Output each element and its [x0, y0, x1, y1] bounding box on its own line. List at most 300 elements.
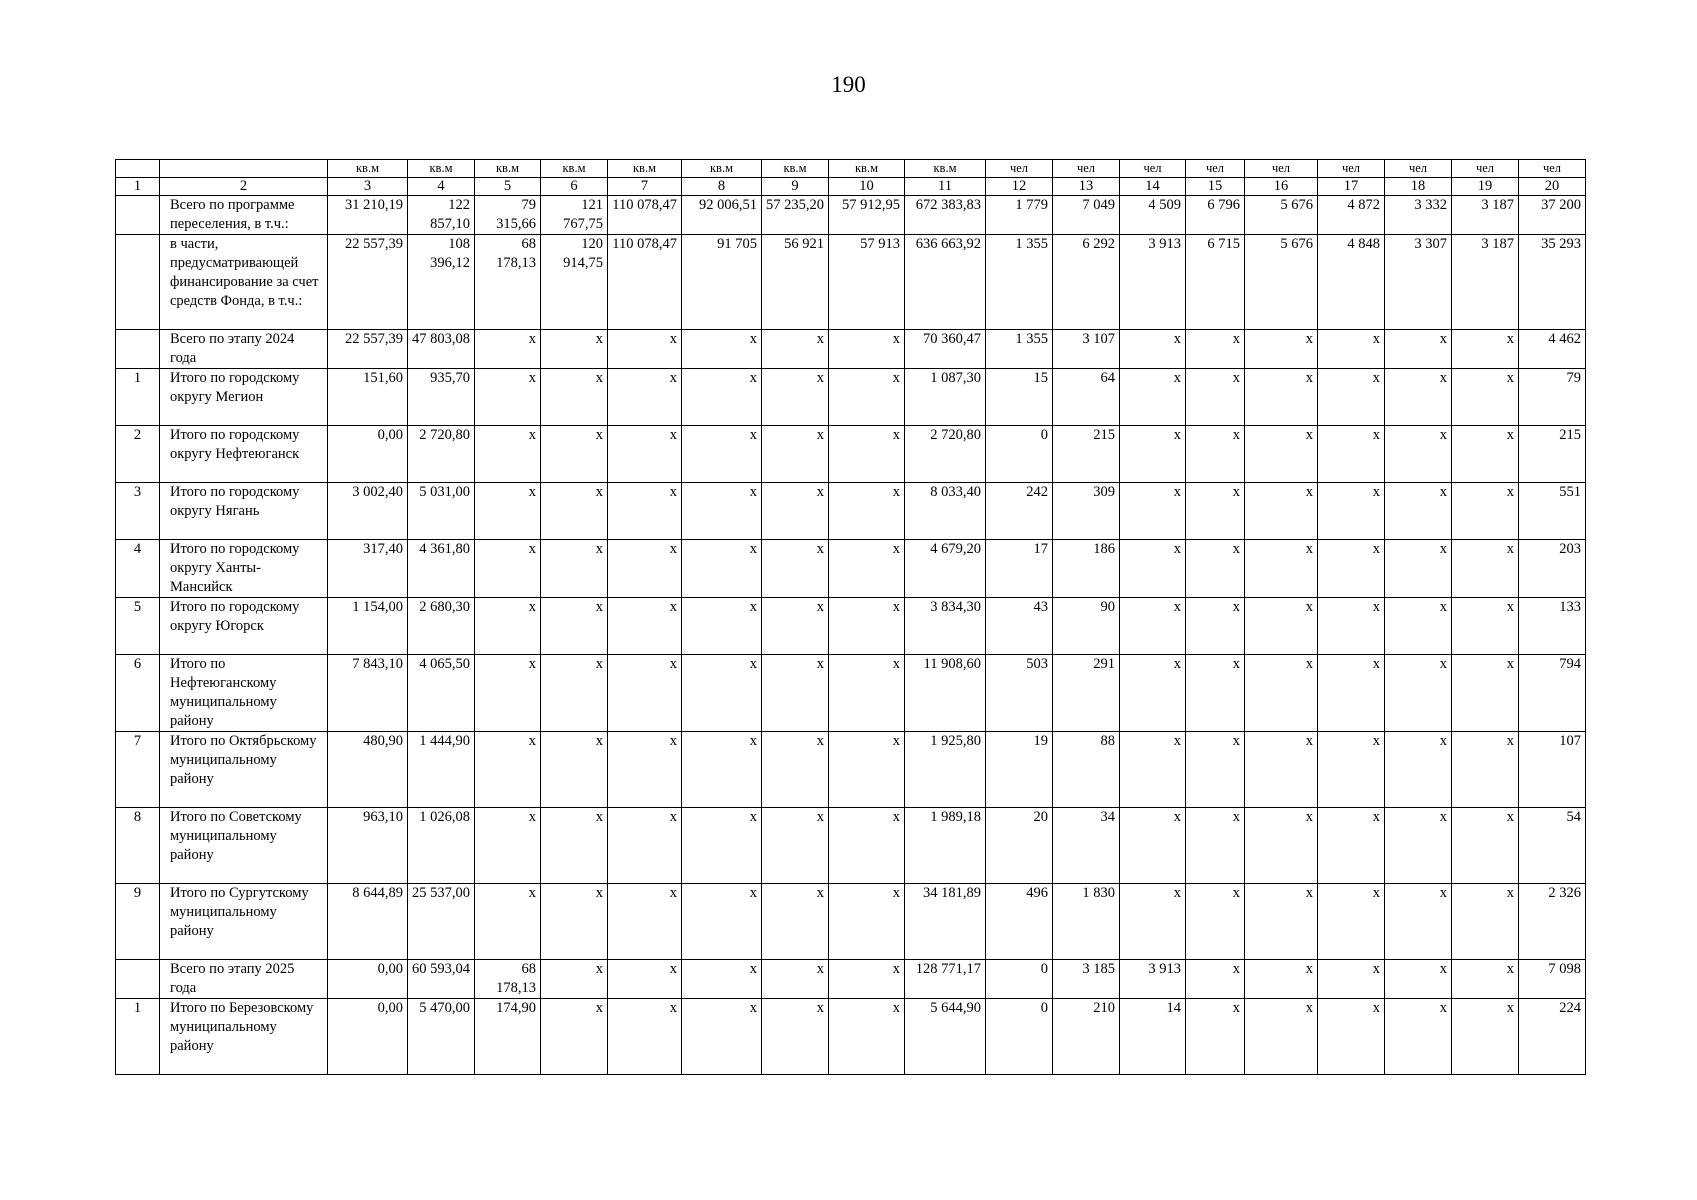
- table-cell: 4 509: [1120, 196, 1186, 235]
- table-cell: 8 644,89: [328, 884, 408, 960]
- table-cell: x: [1120, 330, 1186, 369]
- table-cell: 6: [116, 655, 160, 732]
- table-cell: x: [475, 483, 541, 540]
- table-cell: 3 187: [1452, 235, 1519, 330]
- table-cell: x: [541, 999, 608, 1075]
- table-cell: 5 676: [1245, 235, 1318, 330]
- table-cell: кв.м: [608, 160, 682, 178]
- table-cell: 34: [1053, 808, 1120, 884]
- table-cell: чел: [1452, 160, 1519, 178]
- table-cell: Итого по городскому округу Нягань: [160, 483, 328, 540]
- table-cell: x: [1318, 426, 1385, 483]
- table-cell: x: [1385, 330, 1452, 369]
- table-cell: 22 557,39: [328, 235, 408, 330]
- table-cell: x: [762, 483, 829, 540]
- table-cell: 108 396,12: [408, 235, 475, 330]
- column-number-row: [116, 178, 1586, 196]
- table-cell: 20: [1519, 178, 1586, 196]
- table-cell: Итого по Сургутскому муниципальному району: [160, 884, 328, 960]
- table-cell: x: [1318, 884, 1385, 960]
- table-cell: 60 593,04: [408, 960, 475, 999]
- table-cell: 4 065,50: [408, 655, 475, 732]
- table-cell: 3 187: [1452, 196, 1519, 235]
- table-cell: x: [1245, 732, 1318, 808]
- table-cell: 1 989,18: [905, 808, 986, 884]
- table-cell: [116, 160, 160, 178]
- table-cell: 17: [1318, 178, 1385, 196]
- table-cell: x: [1186, 483, 1245, 540]
- table-cell: [116, 196, 160, 235]
- table-cell: x: [1120, 808, 1186, 884]
- table-cell: 8: [682, 178, 762, 196]
- table-cell: x: [1385, 960, 1452, 999]
- table-cell: x: [1452, 330, 1519, 369]
- table-cell: 7: [608, 178, 682, 196]
- table-cell: 11: [905, 178, 986, 196]
- table-row: [116, 426, 1586, 483]
- table-cell: 35 293: [1519, 235, 1586, 330]
- table-cell: x: [829, 598, 905, 655]
- table-row: [116, 369, 1586, 426]
- table-cell: Итого по Советскому муниципальному району: [160, 808, 328, 884]
- table-cell: [160, 160, 328, 178]
- table-cell: [116, 330, 160, 369]
- table-cell: x: [1120, 426, 1186, 483]
- table-cell: x: [1452, 732, 1519, 808]
- table-cell: 496: [986, 884, 1053, 960]
- table-cell: x: [475, 598, 541, 655]
- table-cell: 120 914,75: [541, 235, 608, 330]
- table-cell: x: [1186, 540, 1245, 598]
- page-number: 190: [831, 72, 866, 97]
- table-cell: x: [1120, 655, 1186, 732]
- table-cell: чел: [1120, 160, 1186, 178]
- table-cell: 1: [116, 999, 160, 1075]
- table-cell: в части, предусматривающей финансирование за счет средств Фонда, в т.ч.:: [160, 235, 328, 330]
- table-cell: 88: [1053, 732, 1120, 808]
- table-cell: x: [682, 655, 762, 732]
- table-cell: x: [1186, 598, 1245, 655]
- table-cell: 18: [1385, 178, 1452, 196]
- table-cell: 0,00: [328, 999, 408, 1075]
- table-cell: x: [1385, 426, 1452, 483]
- table-cell: x: [475, 426, 541, 483]
- table-cell: 963,10: [328, 808, 408, 884]
- table-cell: x: [541, 808, 608, 884]
- table-cell: Итого по Березовскому муниципальному району: [160, 999, 328, 1075]
- table-cell: 3 002,40: [328, 483, 408, 540]
- table-cell: x: [475, 330, 541, 369]
- table-cell: 122 857,10: [408, 196, 475, 235]
- table-cell: чел: [1318, 160, 1385, 178]
- table-cell: x: [1186, 732, 1245, 808]
- table-cell: x: [1452, 483, 1519, 540]
- table-cell: x: [829, 808, 905, 884]
- table-cell: 8 033,40: [905, 483, 986, 540]
- table-cell: x: [829, 732, 905, 808]
- table-cell: x: [1385, 598, 1452, 655]
- table-cell: x: [682, 369, 762, 426]
- table-cell: x: [608, 732, 682, 808]
- table-cell: 5: [475, 178, 541, 196]
- table-cell: 20: [986, 808, 1053, 884]
- table-cell: x: [1318, 598, 1385, 655]
- table-cell: x: [608, 884, 682, 960]
- table-row: [116, 540, 1586, 598]
- table-cell: Итого по Октябрьскому муниципальному району: [160, 732, 328, 808]
- table-cell: кв.м: [682, 160, 762, 178]
- table-cell: x: [1452, 808, 1519, 884]
- table-cell: x: [1452, 426, 1519, 483]
- table-cell: 6: [541, 178, 608, 196]
- table-cell: Всего по этапу 2024 года: [160, 330, 328, 369]
- table-cell: 6 796: [1186, 196, 1245, 235]
- table-cell: кв.м: [475, 160, 541, 178]
- table-cell: x: [1452, 960, 1519, 999]
- table-cell: 2: [160, 178, 328, 196]
- table-cell: 1 444,90: [408, 732, 475, 808]
- table-cell: 5: [116, 598, 160, 655]
- table-cell: 90: [1053, 598, 1120, 655]
- table-cell: 7 049: [1053, 196, 1120, 235]
- table-cell: 91 705: [682, 235, 762, 330]
- table-cell: x: [1245, 960, 1318, 999]
- table-cell: x: [608, 808, 682, 884]
- table-cell: 210: [1053, 999, 1120, 1075]
- table-cell: 5 031,00: [408, 483, 475, 540]
- table-cell: x: [1120, 598, 1186, 655]
- table-cell: Итого по Нефтеюганскому муниципальному району: [160, 655, 328, 732]
- table-cell: x: [1245, 483, 1318, 540]
- table-cell: x: [541, 330, 608, 369]
- table-cell: x: [829, 999, 905, 1075]
- table-cell: x: [762, 598, 829, 655]
- table-cell: 7 098: [1519, 960, 1586, 999]
- table-cell: x: [682, 330, 762, 369]
- table-cell: 1 026,08: [408, 808, 475, 884]
- table-cell: x: [541, 960, 608, 999]
- table-cell: x: [762, 732, 829, 808]
- table-cell: 5 644,90: [905, 999, 986, 1075]
- table-cell: x: [475, 808, 541, 884]
- table-cell: 3 913: [1120, 960, 1186, 999]
- table-cell: 1: [116, 178, 160, 196]
- resettlement-table: [115, 159, 1586, 1075]
- table-cell: 79 315,66: [475, 196, 541, 235]
- table-cell: x: [829, 483, 905, 540]
- table-cell: x: [1452, 655, 1519, 732]
- table-row: [116, 999, 1586, 1075]
- table-cell: 1 830: [1053, 884, 1120, 960]
- table-cell: x: [475, 884, 541, 960]
- table-row: [116, 330, 1586, 369]
- table-cell: x: [1245, 655, 1318, 732]
- table-cell: x: [608, 330, 682, 369]
- table-cell: x: [1245, 426, 1318, 483]
- table-cell: 17: [986, 540, 1053, 598]
- table-cell: 14: [1120, 178, 1186, 196]
- table-cell: 2 720,80: [408, 426, 475, 483]
- table-cell: x: [1186, 884, 1245, 960]
- table-cell: 2: [116, 426, 160, 483]
- table-cell: чел: [1245, 160, 1318, 178]
- table-cell: x: [1452, 999, 1519, 1075]
- table-cell: x: [1186, 655, 1245, 732]
- table-cell: 3 834,30: [905, 598, 986, 655]
- table-cell: кв.м: [408, 160, 475, 178]
- table-cell: x: [829, 540, 905, 598]
- table-cell: 34 181,89: [905, 884, 986, 960]
- table-cell: 5 470,00: [408, 999, 475, 1075]
- table-cell: Итого по городскому округу Нефтеюганск: [160, 426, 328, 483]
- table-cell: x: [608, 598, 682, 655]
- table-cell: x: [682, 732, 762, 808]
- table-cell: кв.м: [829, 160, 905, 178]
- table-cell: 4 462: [1519, 330, 1586, 369]
- table-cell: чел: [1519, 160, 1586, 178]
- table-cell: x: [475, 655, 541, 732]
- table-cell: 19: [986, 732, 1053, 808]
- table-cell: 3 332: [1385, 196, 1452, 235]
- table-cell: 1 154,00: [328, 598, 408, 655]
- table-cell: 4: [116, 540, 160, 598]
- table-cell: x: [682, 540, 762, 598]
- table-cell: 215: [1519, 426, 1586, 483]
- table-cell: 10: [829, 178, 905, 196]
- table-cell: кв.м: [541, 160, 608, 178]
- table-cell: 133: [1519, 598, 1586, 655]
- table-cell: 551: [1519, 483, 1586, 540]
- table-cell: 54: [1519, 808, 1586, 884]
- table-cell: 57 912,95: [829, 196, 905, 235]
- table-cell: x: [1186, 369, 1245, 426]
- table-cell: x: [1245, 330, 1318, 369]
- table-cell: 8: [116, 808, 160, 884]
- table-cell: x: [829, 655, 905, 732]
- table-cell: x: [682, 960, 762, 999]
- table-row: [116, 483, 1586, 540]
- table-cell: x: [1385, 655, 1452, 732]
- table-cell: x: [541, 540, 608, 598]
- table-cell: x: [762, 369, 829, 426]
- table-cell: x: [541, 598, 608, 655]
- table-cell: x: [1385, 808, 1452, 884]
- table-cell: 4 679,20: [905, 540, 986, 598]
- table-cell: 56 921: [762, 235, 829, 330]
- table-cell: x: [1318, 483, 1385, 540]
- table-cell: 43: [986, 598, 1053, 655]
- table-cell: x: [1186, 808, 1245, 884]
- table-cell: x: [762, 540, 829, 598]
- table-cell: 4: [408, 178, 475, 196]
- table-body: [116, 160, 1586, 1075]
- table-cell: 22 557,39: [328, 330, 408, 369]
- table-cell: 5 676: [1245, 196, 1318, 235]
- table-cell: 203: [1519, 540, 1586, 598]
- table-cell: x: [1245, 540, 1318, 598]
- table-cell: x: [1452, 540, 1519, 598]
- table-cell: 15: [1186, 178, 1245, 196]
- table-cell: 0: [986, 999, 1053, 1075]
- table-cell: кв.м: [762, 160, 829, 178]
- table-cell: x: [1318, 732, 1385, 808]
- table-cell: 0: [986, 960, 1053, 999]
- table-cell: 128 771,17: [905, 960, 986, 999]
- table-cell: 2 720,80: [905, 426, 986, 483]
- table-cell: x: [608, 655, 682, 732]
- table-cell: 242: [986, 483, 1053, 540]
- table-cell: x: [1120, 540, 1186, 598]
- table-cell: x: [829, 369, 905, 426]
- table-cell: 317,40: [328, 540, 408, 598]
- table-cell: чел: [1186, 160, 1245, 178]
- table-cell: x: [608, 369, 682, 426]
- table-cell: x: [608, 960, 682, 999]
- table-cell: 636 663,92: [905, 235, 986, 330]
- table-cell: 151,60: [328, 369, 408, 426]
- table-cell: x: [1385, 999, 1452, 1075]
- table-cell: 57 235,20: [762, 196, 829, 235]
- table-cell: x: [541, 426, 608, 483]
- table-cell: x: [1452, 369, 1519, 426]
- table-cell: 6 292: [1053, 235, 1120, 330]
- table-cell: x: [1318, 369, 1385, 426]
- table-cell: 3: [328, 178, 408, 196]
- table-cell: 57 913: [829, 235, 905, 330]
- table-cell: 9: [762, 178, 829, 196]
- table-cell: x: [1245, 598, 1318, 655]
- table-cell: 3 107: [1053, 330, 1120, 369]
- table-cell: x: [1385, 884, 1452, 960]
- table-row: [116, 655, 1586, 732]
- table-row: [116, 884, 1586, 960]
- table-cell: Итого по городскому округу Мегион: [160, 369, 328, 426]
- table-cell: 3 185: [1053, 960, 1120, 999]
- table-cell: x: [608, 999, 682, 1075]
- table-cell: x: [475, 540, 541, 598]
- table-cell: x: [682, 808, 762, 884]
- table-cell: 16: [1245, 178, 1318, 196]
- table-cell: x: [1385, 732, 1452, 808]
- table-cell: x: [1318, 655, 1385, 732]
- table-cell: 224: [1519, 999, 1586, 1075]
- table-cell: 92 006,51: [682, 196, 762, 235]
- table-cell: x: [1186, 999, 1245, 1075]
- table-cell: [116, 235, 160, 330]
- table-cell: кв.м: [328, 160, 408, 178]
- table-cell: x: [682, 598, 762, 655]
- table-cell: 68 178,13: [475, 235, 541, 330]
- table-cell: x: [1318, 999, 1385, 1075]
- table-cell: чел: [1385, 160, 1452, 178]
- table-cell: x: [475, 369, 541, 426]
- table-cell: x: [682, 884, 762, 960]
- table-cell: 70 360,47: [905, 330, 986, 369]
- table-cell: 15: [986, 369, 1053, 426]
- table-cell: x: [829, 960, 905, 999]
- table-cell: 47 803,08: [408, 330, 475, 369]
- table-cell: 174,90: [475, 999, 541, 1075]
- table-cell: 1 087,30: [905, 369, 986, 426]
- table-cell: x: [1245, 884, 1318, 960]
- table-cell: x: [608, 426, 682, 483]
- table-row: [116, 960, 1586, 999]
- table-cell: 4 361,80: [408, 540, 475, 598]
- table-cell: x: [762, 330, 829, 369]
- table-cell: 215: [1053, 426, 1120, 483]
- table-cell: 79: [1519, 369, 1586, 426]
- table-cell: 3 307: [1385, 235, 1452, 330]
- table-cell: x: [1120, 732, 1186, 808]
- table-cell: Всего по программе переселения, в т.ч.:: [160, 196, 328, 235]
- table-cell: Итого по городскому округу Ханты-Мансийск: [160, 540, 328, 598]
- table-cell: 794: [1519, 655, 1586, 732]
- table-row: [116, 732, 1586, 808]
- table-cell: 7 843,10: [328, 655, 408, 732]
- table-cell: x: [1186, 330, 1245, 369]
- table-cell: x: [608, 483, 682, 540]
- table-cell: чел: [1053, 160, 1120, 178]
- table-cell: x: [762, 655, 829, 732]
- table-row: [116, 196, 1586, 235]
- table-cell: x: [541, 732, 608, 808]
- table-cell: 4 872: [1318, 196, 1385, 235]
- table-cell: x: [1318, 540, 1385, 598]
- table-cell: x: [1245, 999, 1318, 1075]
- table-cell: 1 355: [986, 330, 1053, 369]
- table-cell: 1 355: [986, 235, 1053, 330]
- table-row: [116, 235, 1586, 330]
- table-cell: Итого по городскому округу Югорск: [160, 598, 328, 655]
- table-cell: 309: [1053, 483, 1120, 540]
- table-cell: x: [1120, 369, 1186, 426]
- table-cell: 503: [986, 655, 1053, 732]
- table-cell: x: [541, 655, 608, 732]
- table-cell: 291: [1053, 655, 1120, 732]
- table-cell: 64: [1053, 369, 1120, 426]
- table-cell: 2 680,30: [408, 598, 475, 655]
- table-cell: x: [829, 330, 905, 369]
- table-cell: x: [762, 808, 829, 884]
- table-cell: x: [1318, 960, 1385, 999]
- table-cell: x: [541, 483, 608, 540]
- units-row: [116, 160, 1586, 178]
- table-cell: 31 210,19: [328, 196, 408, 235]
- table-cell: 0,00: [328, 960, 408, 999]
- table-cell: 7: [116, 732, 160, 808]
- table-cell: кв.м: [905, 160, 986, 178]
- table-cell: x: [1452, 884, 1519, 960]
- table-cell: x: [1385, 369, 1452, 426]
- table-cell: 13: [1053, 178, 1120, 196]
- table-cell: 110 078,47: [608, 196, 682, 235]
- table-cell: x: [682, 426, 762, 483]
- table-cell: x: [608, 540, 682, 598]
- table-cell: x: [762, 884, 829, 960]
- table-cell: x: [1245, 369, 1318, 426]
- table-cell: x: [1120, 884, 1186, 960]
- table-cell: x: [1318, 330, 1385, 369]
- table-cell: 110 078,47: [608, 235, 682, 330]
- table-cell: 11 908,60: [905, 655, 986, 732]
- table-cell: x: [829, 426, 905, 483]
- table-cell: 19: [1452, 178, 1519, 196]
- table-cell: x: [829, 884, 905, 960]
- table-cell: 68 178,13: [475, 960, 541, 999]
- table-cell: чел: [986, 160, 1053, 178]
- table-row: [116, 808, 1586, 884]
- table-cell: x: [1245, 808, 1318, 884]
